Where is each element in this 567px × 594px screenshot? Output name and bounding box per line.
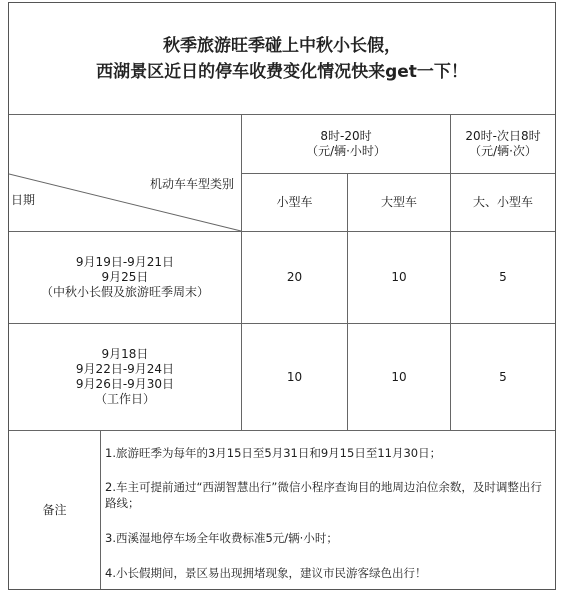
title-line-1: 秋季旅游旺季碰上中秋小长假， [163, 35, 401, 56]
remarks-label: 备注 [42, 502, 67, 517]
night-period-header: 20时-次日8时 （元/辆·次） [465, 128, 541, 158]
row-small-fee: 20 [286, 270, 303, 284]
date-label: 日期 [11, 192, 36, 207]
row-night-fee: 5 [499, 270, 507, 284]
row-small-fee: 10 [286, 369, 303, 384]
remark-item: 2.车主可提前通过“西湖智慧出行”微信小程序查询目的地周边泊位余数，及时调整出行路线； [105, 480, 542, 510]
parking-fee-table [8, 2, 556, 590]
remark-item: 4.小长假期间，景区易出现拥堵现象，建议市民游客绿色出行！ [105, 566, 427, 580]
remark-item: 3.西溪湿地停车场全年收费标准5元/辆·小时； [105, 531, 338, 545]
title-line-2: 西湖景区近日的停车收费变化情况快来get一下！ [96, 61, 468, 82]
row-large-fee: 10 [391, 369, 407, 384]
all-car-header: 大、小型车 [472, 195, 533, 209]
day-period-header: 8时-20时 （元/辆·小时） [306, 128, 386, 158]
large-car-header: 大型车 [380, 195, 417, 209]
row-large-fee: 10 [391, 270, 407, 284]
small-car-header: 小型车 [276, 195, 313, 209]
remark-item: 1.旅游旺季为每年的3月15日至5月31日和9月15日至11月30日； [105, 446, 442, 460]
row-dates: 9月18日 9月22日-9月24日 9月26日-9月30日 （工作日） [75, 347, 175, 406]
vehicle-type-label: 机动车车型类别 [149, 176, 234, 191]
row-dates: 9月19日-9月21日 9月25日 （中秋小长假及旅游旺季周末） [40, 255, 209, 299]
row-night-fee: 5 [499, 369, 507, 384]
page-title [9, 3, 555, 114]
